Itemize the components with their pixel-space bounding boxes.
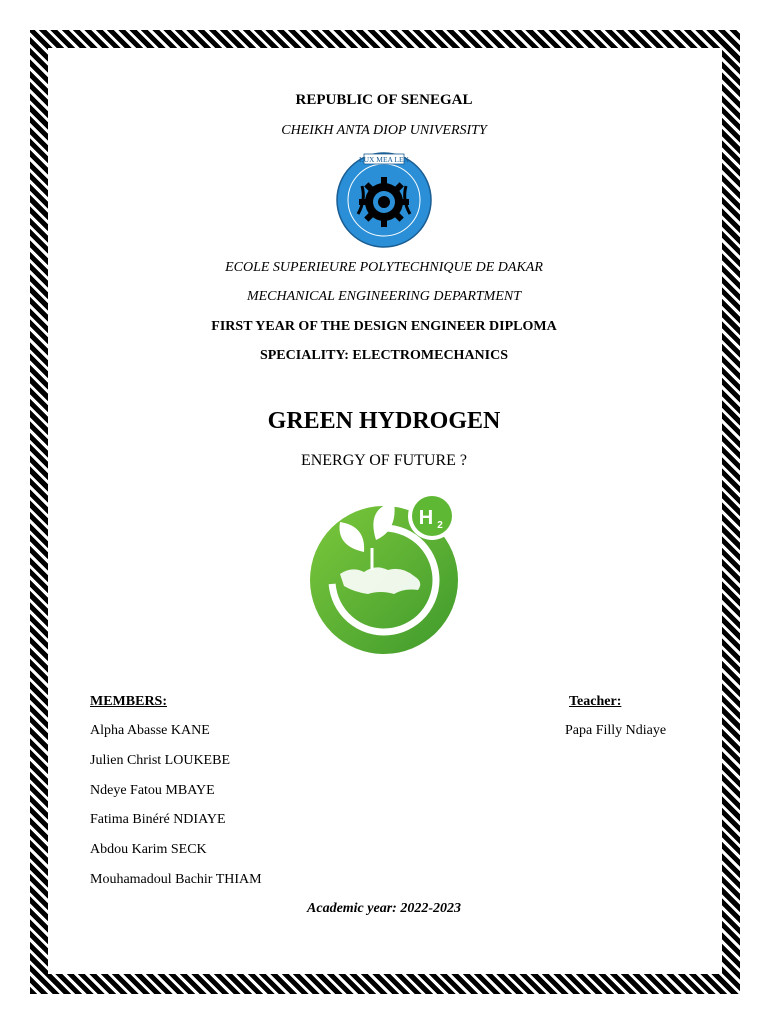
h2-badge-subscript: 2 <box>437 520 443 531</box>
member-name: Abdou Karim SECK <box>90 842 207 857</box>
member-name: Fatima Binéré NDIAYE <box>90 812 226 827</box>
academic-year: Academic year: 2022-2023 <box>307 901 461 916</box>
university-name: CHEIKH ANTA DIOP UNIVERSITY <box>281 123 487 138</box>
member-name: Ndeye Fatou MBAYE <box>90 783 215 798</box>
university-seal-logo <box>336 152 432 248</box>
member-name: Julien Christ LOUKEBE <box>90 753 230 768</box>
teacher-heading: Teacher: <box>569 694 622 709</box>
school-name: ECOLE SUPERIEURE POLYTECHNIQUE DE DAKAR <box>225 260 543 275</box>
h2-badge-letter: H <box>418 507 434 529</box>
members-heading: MEMBERS: <box>90 694 167 709</box>
project-title: GREEN HYDROGEN <box>267 408 501 434</box>
member-name: Alpha Abasse KANE <box>90 723 210 738</box>
member-name: Mouhamadoul Bachir THIAM <box>90 872 262 887</box>
speciality-name: SPECIALITY: ELECTROMECHANICS <box>259 348 509 363</box>
seal-motto: LUX MEA LEX <box>359 155 409 164</box>
teacher-name: Papa Filly Ndiaye <box>565 723 667 738</box>
program-name: FIRST YEAR OF THE DESIGN ENGINEER DIPLOMA <box>211 319 557 334</box>
project-subtitle: ENERGY OF FUTURE ? <box>300 452 468 469</box>
green-hydrogen-icon <box>306 490 464 658</box>
department-name: MECHANICAL ENGINEERING DEPARTMENT <box>246 289 522 304</box>
country-heading: REPUBLIC OF SENEGAL <box>295 92 473 108</box>
